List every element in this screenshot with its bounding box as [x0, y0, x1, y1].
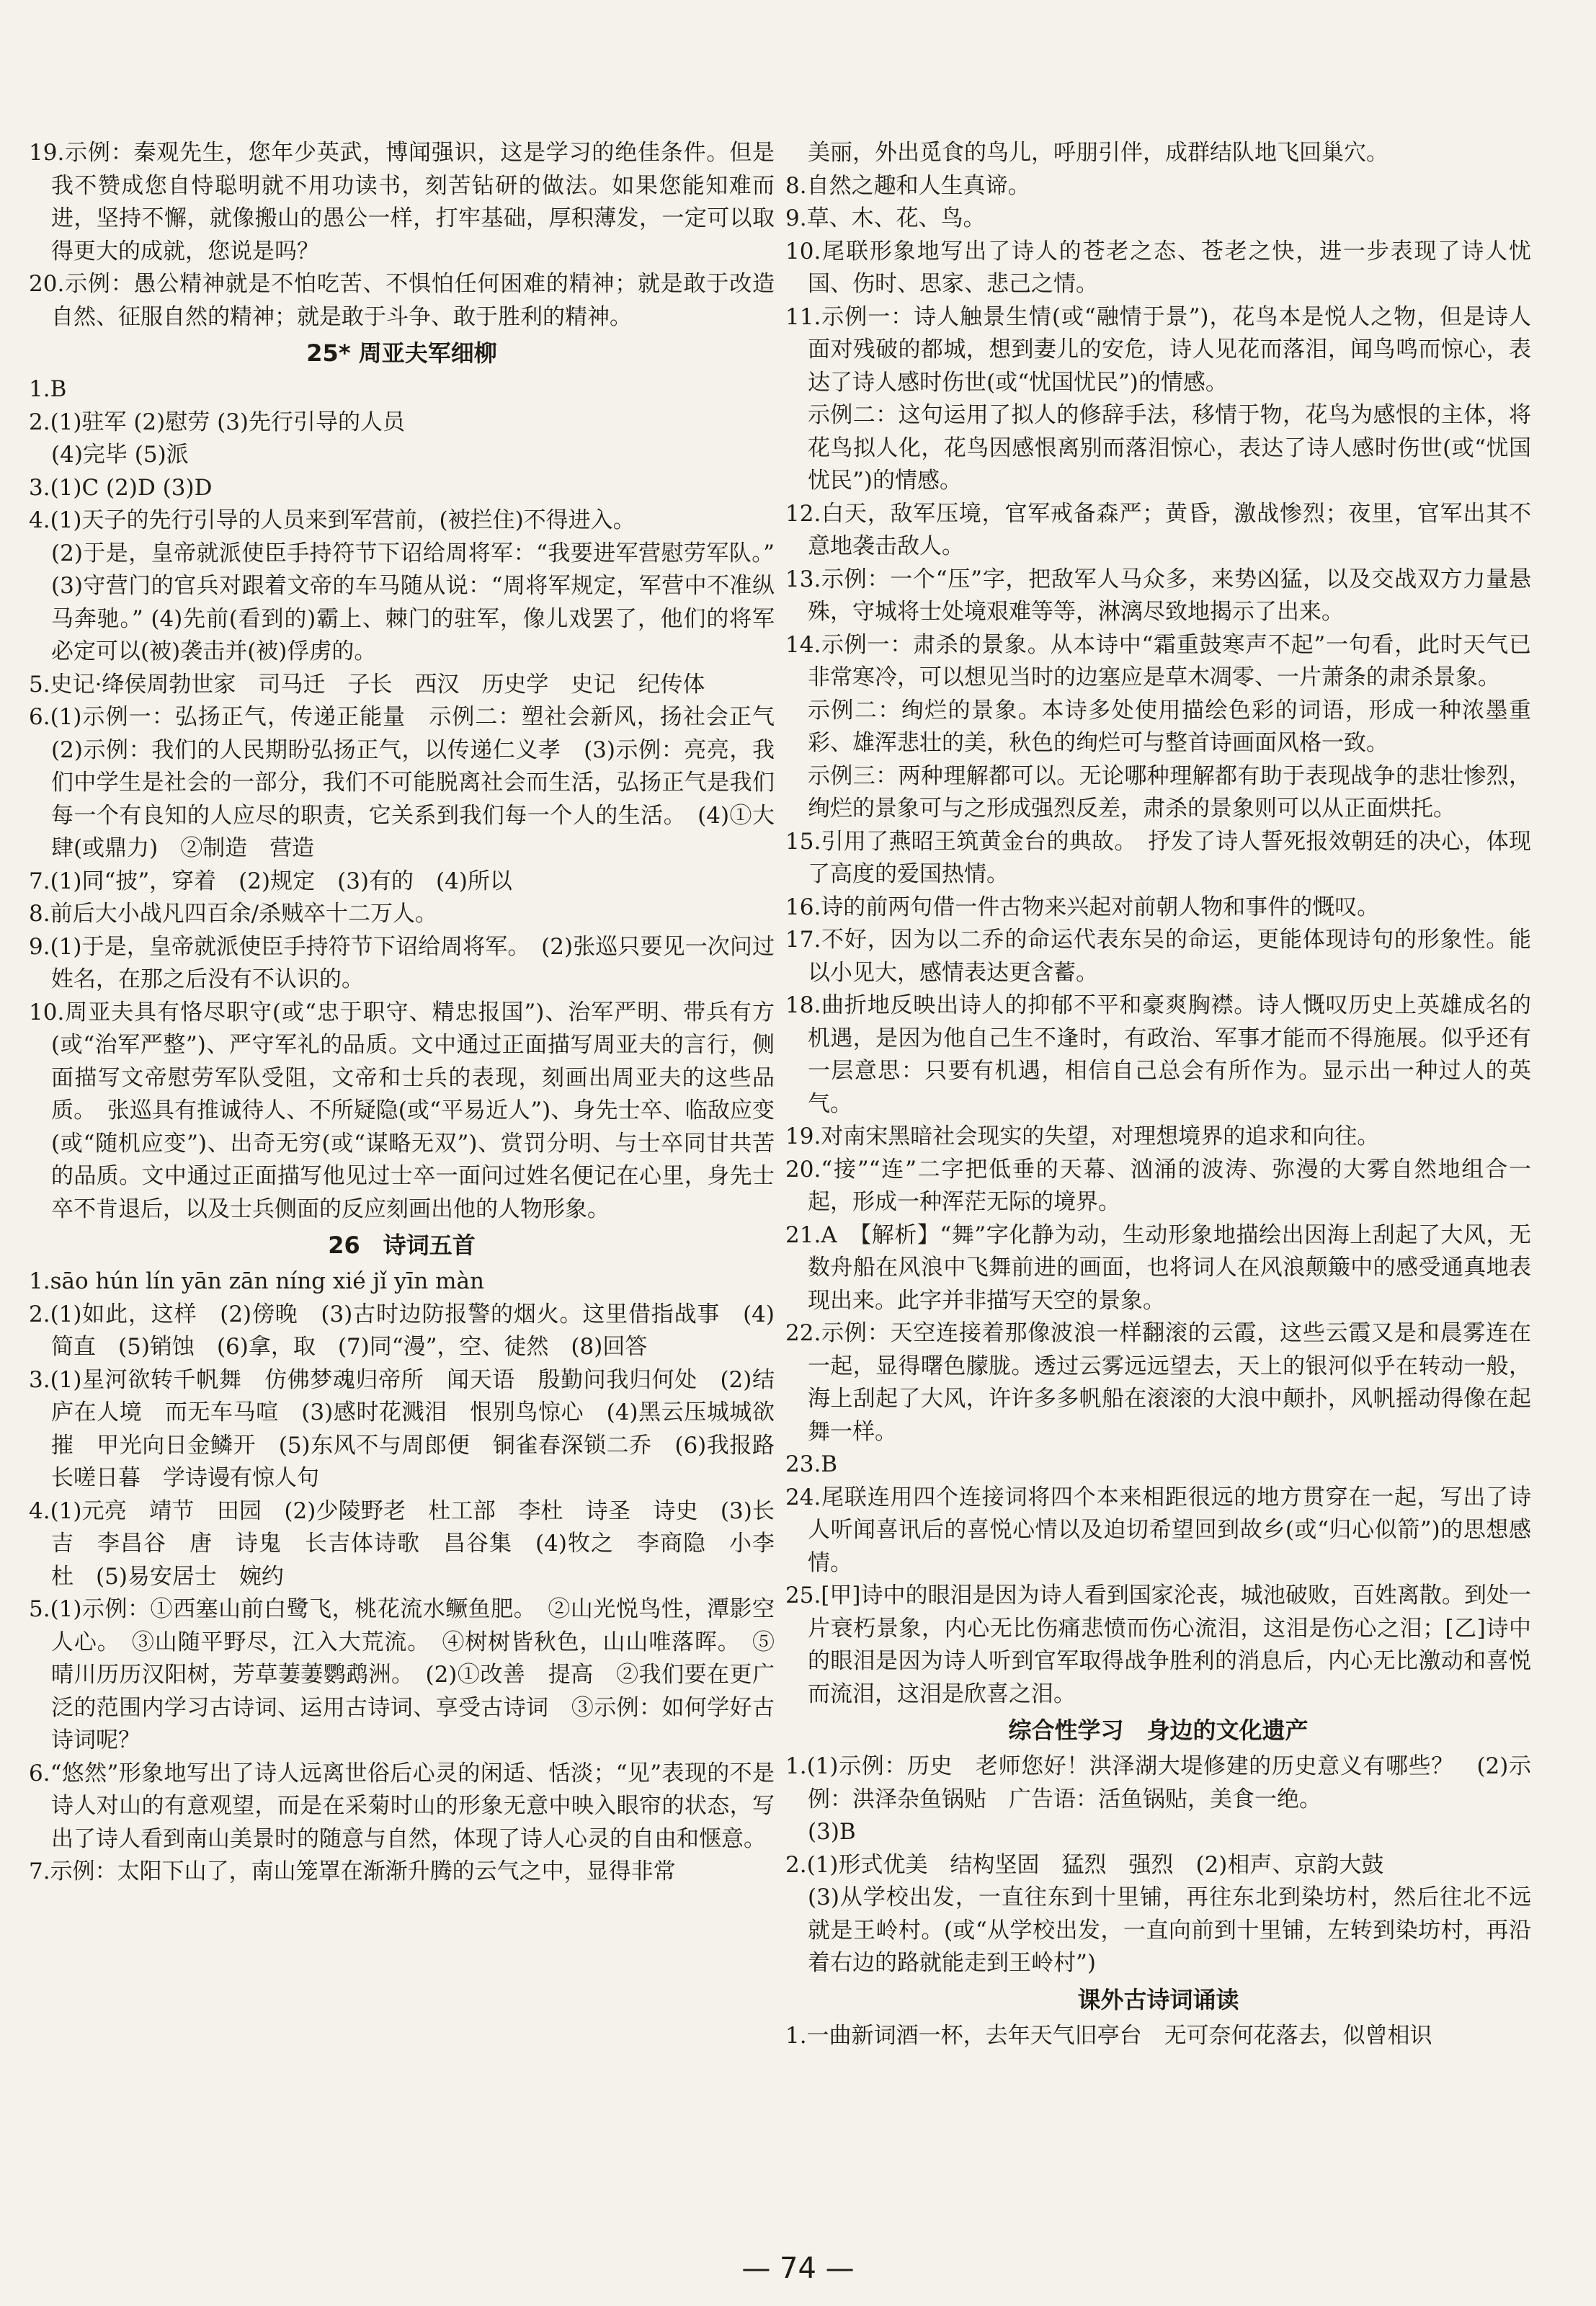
- answer-item: 6.“悠然”形象地写出了诗人远离世俗后心灵的闲适、恬淡；“见”表现的不是诗人对山的有意观望，而是在采菊时山的形象无意中映入眼帘的状态，写出了诗人看到南山美景时的随意与自然，体现了诗人心灵的自由和惬意。: [29, 1760, 775, 1852]
- answer-item: 19.对南宋黑暗社会现实的失望，对理想境界的追求和向往。: [785, 1123, 1380, 1149]
- answer-item: 10.尾联形象地写出了诗人的苍老之态、苍老之快，进一步表现了诗人忧国、伤时、思家、悲己之情。: [785, 238, 1531, 297]
- page-number: — 74 —: [741, 2252, 855, 2285]
- answer-item: 7.(1)同“披”，穿着 (2)规定 (3)有的 (4)所以: [29, 868, 512, 894]
- answer-continuation: 示例三：两种理解都可以。无论哪种理解都有助于表现战争的悲壮惨烈，绚烂的景象可与之形成强烈反差，肃杀的景象则可以从正面烘托。: [808, 762, 1531, 822]
- answer-item: 1.sāo hún lín yān zān níng xié jǐ yīn màn: [29, 1268, 484, 1294]
- answer-item: 1.B: [29, 376, 67, 402]
- section-heading: 25* 周亚夫军细柳: [306, 339, 497, 367]
- answer-item: 14.示例一：肃杀的景象。从本诗中“霜重鼓寒声不起”一句看，此时天气已非常寒冷，可以想见当时的边塞应是草木凋零、一片萧条的肃杀景象。: [785, 631, 1531, 690]
- left-column: [29, 137, 797, 1889]
- answer-continuation: (2)于是，皇帝就派使臣手持符节下诏给周将军：“我要进军营慰劳军队。” (3)守营门的官兵对跟着文帝的车马随从说：“周将军规定，军营中不准纵马奔驰。” (4)先前(看到的)霸上、棘门的驻军，像儿戏罢了，他们的将军必定可以(被)袭击并(被)俘虏的。: [51, 540, 775, 664]
- answer-item: 19.示例：秦观先生，您年少英武，博闻强识，这是学习的绝佳条件。但是我不赞成您自恃聪明就不用功读书，刻苦钻研的做法。如果您能知难而进，坚持不懈，就像搬山的愚公一样，打牢基础，厚积薄发，一定可以取得更大的成就，您说是吗？: [29, 140, 775, 264]
- section-heading: 26 诗词五首: [328, 1232, 476, 1259]
- answer-item: 8.前后大小战凡四百余/杀贼卒十二万人。: [29, 901, 438, 927]
- answer-item: 8.自然之趣和人生真谛。: [785, 172, 1030, 199]
- answer-item: 24.尾联连用四个连接词将四个本来相距很远的地方贯穿在一起，写出了诗人听闻喜讯后的喜悦心情以及迫切希望回到故乡(或“归心似箭”)的思想感情。: [785, 1484, 1531, 1576]
- answer-item: 9.草、木、花、鸟。: [785, 205, 986, 231]
- answer-item: 11.示例一：诗人触景生情(或“融情于景”)，花鸟本是悦人之物，但是诗人面对残破的都城，想到妻儿的安危，诗人见花而落泪，闻鸟鸣而惊心，表达了诗人感时伤世(或“忧国忧民”)的情感。: [785, 303, 1531, 396]
- answer-item: 17.不好，因为以二乔的命运代表东吴的命运，更能体现诗句的形象性。能以小见大，感情表达更含蓄。: [785, 927, 1531, 986]
- answer-item: 23.B: [785, 1451, 838, 1477]
- answer-item: 22.示例：天空连接着那像波浪一样翻滚的云霞，这些云霞又是和晨雾连在一起，显得曙色朦胧。透过云雾远远望去，天上的银河似乎在转动一般，海上刮起了大风，许许多多帆船在滚滚的大浪中颠扑，风帆摇动得像在起舞一样。: [785, 1320, 1531, 1445]
- answer-item: 10.周亚夫具有恪尽职守(或“忠于职守、精忠报国”)、治军严明、带兵有方(或“治军严整”)、严守军礼的品质。文中通过正面描写周亚夫的言行，侧面描写文帝慰劳军队受阻，文帝和士兵的表现，刻画出周亚夫的这些品质。 张巡具有推诚待人、不所疑隐(或“平易近人”)、身先士卒、临敌应变(或“随机应变”)、出奇无穷(或“谋略无双”)、赏罚分明、与士卒同甘共苦的品质。文中通过正面描写他见过士卒一面问过姓名便记在心里，身先士卒不肯退后，以及士兵侧面的反应刻画出他的人物形象。: [29, 999, 775, 1222]
- answer-item: 25.[甲]诗中的眼泪是因为诗人看到国家沦丧，城池破败，百姓离散。到处一片衰朽景象，内心无比伤痛悲愤而伤心流泪，这泪是伤心之泪；[乙]诗中的眼泪是因为诗人听到官军取得战争胜利的消息后，内心无比激动和喜悦而流泪，这泪是欣喜之泪。: [785, 1582, 1531, 1707]
- section-heading: 综合性学习 身边的文化遗产: [1008, 1717, 1309, 1744]
- answer-continuation: (4)完毕 (5)派: [51, 442, 189, 468]
- answer-item: 20.示例：愚公精神就是不怕吃苦、不惧怕任何困难的精神；就是敢于改造自然、征服自然的精神；就是敢于斗争、敢于胜利的精神。: [29, 271, 775, 330]
- answer-item: 4.(1)天子的先行引导的人员来到军营前，(被拦住)不得进入。: [29, 507, 636, 533]
- answer-continuation: 示例二：这句运用了拟人的修辞手法，移情于物，花鸟为感恨的主体，将花鸟拟人化，花鸟因感恨离别而落泪惊心，表达了诗人感时伤世(或“忧国忧民”)的情感。: [808, 402, 1531, 494]
- answer-item: 4.(1)元亮 靖节 田园 (2)少陵野老 杜工部 李杜 诗圣 诗史 (3)长吉 李昌谷 唐 诗鬼 长吉体诗歌 昌谷集 (4)牧之 李商隐 小李杜 (5)易安居士 婉约: [29, 1497, 775, 1590]
- answer-continuation: (3)B: [808, 1819, 856, 1845]
- answer-item: 20.“接”“连”二字把低垂的天幕、汹涌的波涛、弥漫的大雾自然地组合一起，形成一种浑茫无际的境界。: [785, 1156, 1531, 1215]
- answer-item: 5.(1)示例：①西塞山前白鹭飞，桃花流水鳜鱼肥。 ②山光悦鸟性，潭影空人心。 ③山随平野尽，江入大荒流。 ④树树皆秋色，山山唯落晖。 ⑤晴川历历汉阳树，芳草萋萋鹦鹉洲。 (2)①改善 提高 ②我们要在更广泛的范围内学习古诗词、运用古诗词、享受古诗词 ③示例：如何学好古诗词呢？: [29, 1596, 775, 1753]
- answer-item: 18.曲折地反映出诗人的抑郁不平和豪爽胸襟。诗人慨叹历史上英雄成名的机遇，是因为他自己生不逢时，有政治、军事才能而不得施展。似乎还有一层意思：只要有机遇，相信自己总会有所作为。显示出一种过人的英气。: [785, 992, 1531, 1117]
- answer-item: 1.一曲新词酒一杯，去年天气旧亭台 无可奈何花落去，似曾相识: [785, 2022, 1432, 2049]
- section-heading: 课外古诗词诵读: [1077, 1985, 1239, 2013]
- answer-item: 9.(1)于是，皇帝就派使臣手持符节下诏给周将军。 (2)张巡只要见一次问过姓名，在那之后没有不认识的。: [29, 933, 775, 992]
- answer-item: 7.示例：太阳下山了，南山笼罩在渐渐升腾的云气之中，显得非常: [29, 1858, 676, 1884]
- answer-item: 21.A 【解析】“舞”字化静为动，生动形象地描绘出因海上刮起了大风，无数舟船在风浪中飞舞前进的画面，也将词人在风浪颠簸中的感受通真地表现出来。此字并非描写天空的景象。: [785, 1221, 1531, 1314]
- right-column: [785, 137, 1531, 2052]
- answer-item: 2.(1)形式优美 结构坚固 猛烈 强烈 (2)相声、京韵大鼓: [785, 1851, 1384, 1878]
- answer-item: 5.史记·绛侯周勃世家 司马迁 子长 西汉 历史学 史记 纪传体: [29, 671, 705, 698]
- answer-item: 15.引用了燕昭王筑黄金台的典故。 抒发了诗人誓死报效朝廷的决心，体现了高度的爱国热情。: [785, 828, 1531, 887]
- answer-item: 3.(1)星河欲转千帆舞 仿佛梦魂归帝所 闻天语 殷勤问我归何处 (2)结庐在人境 而无车马喧 (3)感时花溅泪 恨别鸟惊心 (4)黑云压城城欲摧 甲光向日金鳞开 (5)东风不与周郎便 铜雀春深锁二乔 (6)我报路长嗟日暮 学诗谩有惊人句: [29, 1366, 775, 1491]
- answer-item: 6.(1)示例一：弘扬正气，传递正能量 示例二：塑社会新风，扬社会正气 (2)示例：我们的人民期盼弘扬正气，以传递仁义孝 (3)示例：亮亮，我们中学生是社会的一部分，我们不可能脱离社会而生活，弘扬正气是我们每一个有良知的人应尽的职责，它关系到我们每一个人的生活。 (4)①大肆(或鼎力) ②制造 营造: [29, 704, 797, 861]
- answer-item: 1.(1)示例：历史 老师您好！洪泽湖大堤修建的历史意义有哪些？ (2)示例：洪泽杂鱼锅贴 广告语：活鱼锅贴，美食一绝。: [785, 1753, 1531, 1812]
- answer-item: 16.诗的前两句借一件古物来兴起对前朝人物和事件的慨叹。: [785, 894, 1380, 920]
- answer-item: 3.(1)C (2)D (3)D: [29, 474, 213, 501]
- answer-item: 2.(1)如此，这样 (2)傍晚 (3)古时边防报警的烟火。这里借指战事 (4)简直 (5)销蚀 (6)拿，取 (7)同“漫”，空、徒然 (8)回答: [29, 1301, 775, 1360]
- answer-item: 13.示例：一个“压”字，把敌军人马众多，来势凶猛，以及交战双方力量悬殊，守城将士处境艰难等等，淋漓尽致地揭示了出来。: [785, 566, 1531, 625]
- answer-item: 12.白天，敌军压境，官军戒备森严；黄昏，激战惨烈；夜里，官军出其不意地袭击敌人。: [785, 500, 1531, 559]
- answer-continuation: (3)从学校出发，一直往东到十里铺，再往东北到染坊村，然后往北不远就是王岭村。(或“从学校出发，一直向前到十里铺，左转到染坊村，再沿着右边的路就能走到王岭村”): [808, 1884, 1531, 1976]
- answer-continuation: 示例二：绚烂的景象。本诗多处使用描绘色彩的词语，形成一种浓墨重彩、雄浑悲壮的美，秋色的绚烂可与整首诗画面风格一致。: [808, 697, 1531, 756]
- answer-item: 2.(1)驻军 (2)慰劳 (3)先行引导的人员: [29, 409, 406, 435]
- answer-continuation: 美丽，外出觅食的鸟儿，呼朋引伴，成群结队地飞回巢穴。: [808, 140, 1388, 166]
